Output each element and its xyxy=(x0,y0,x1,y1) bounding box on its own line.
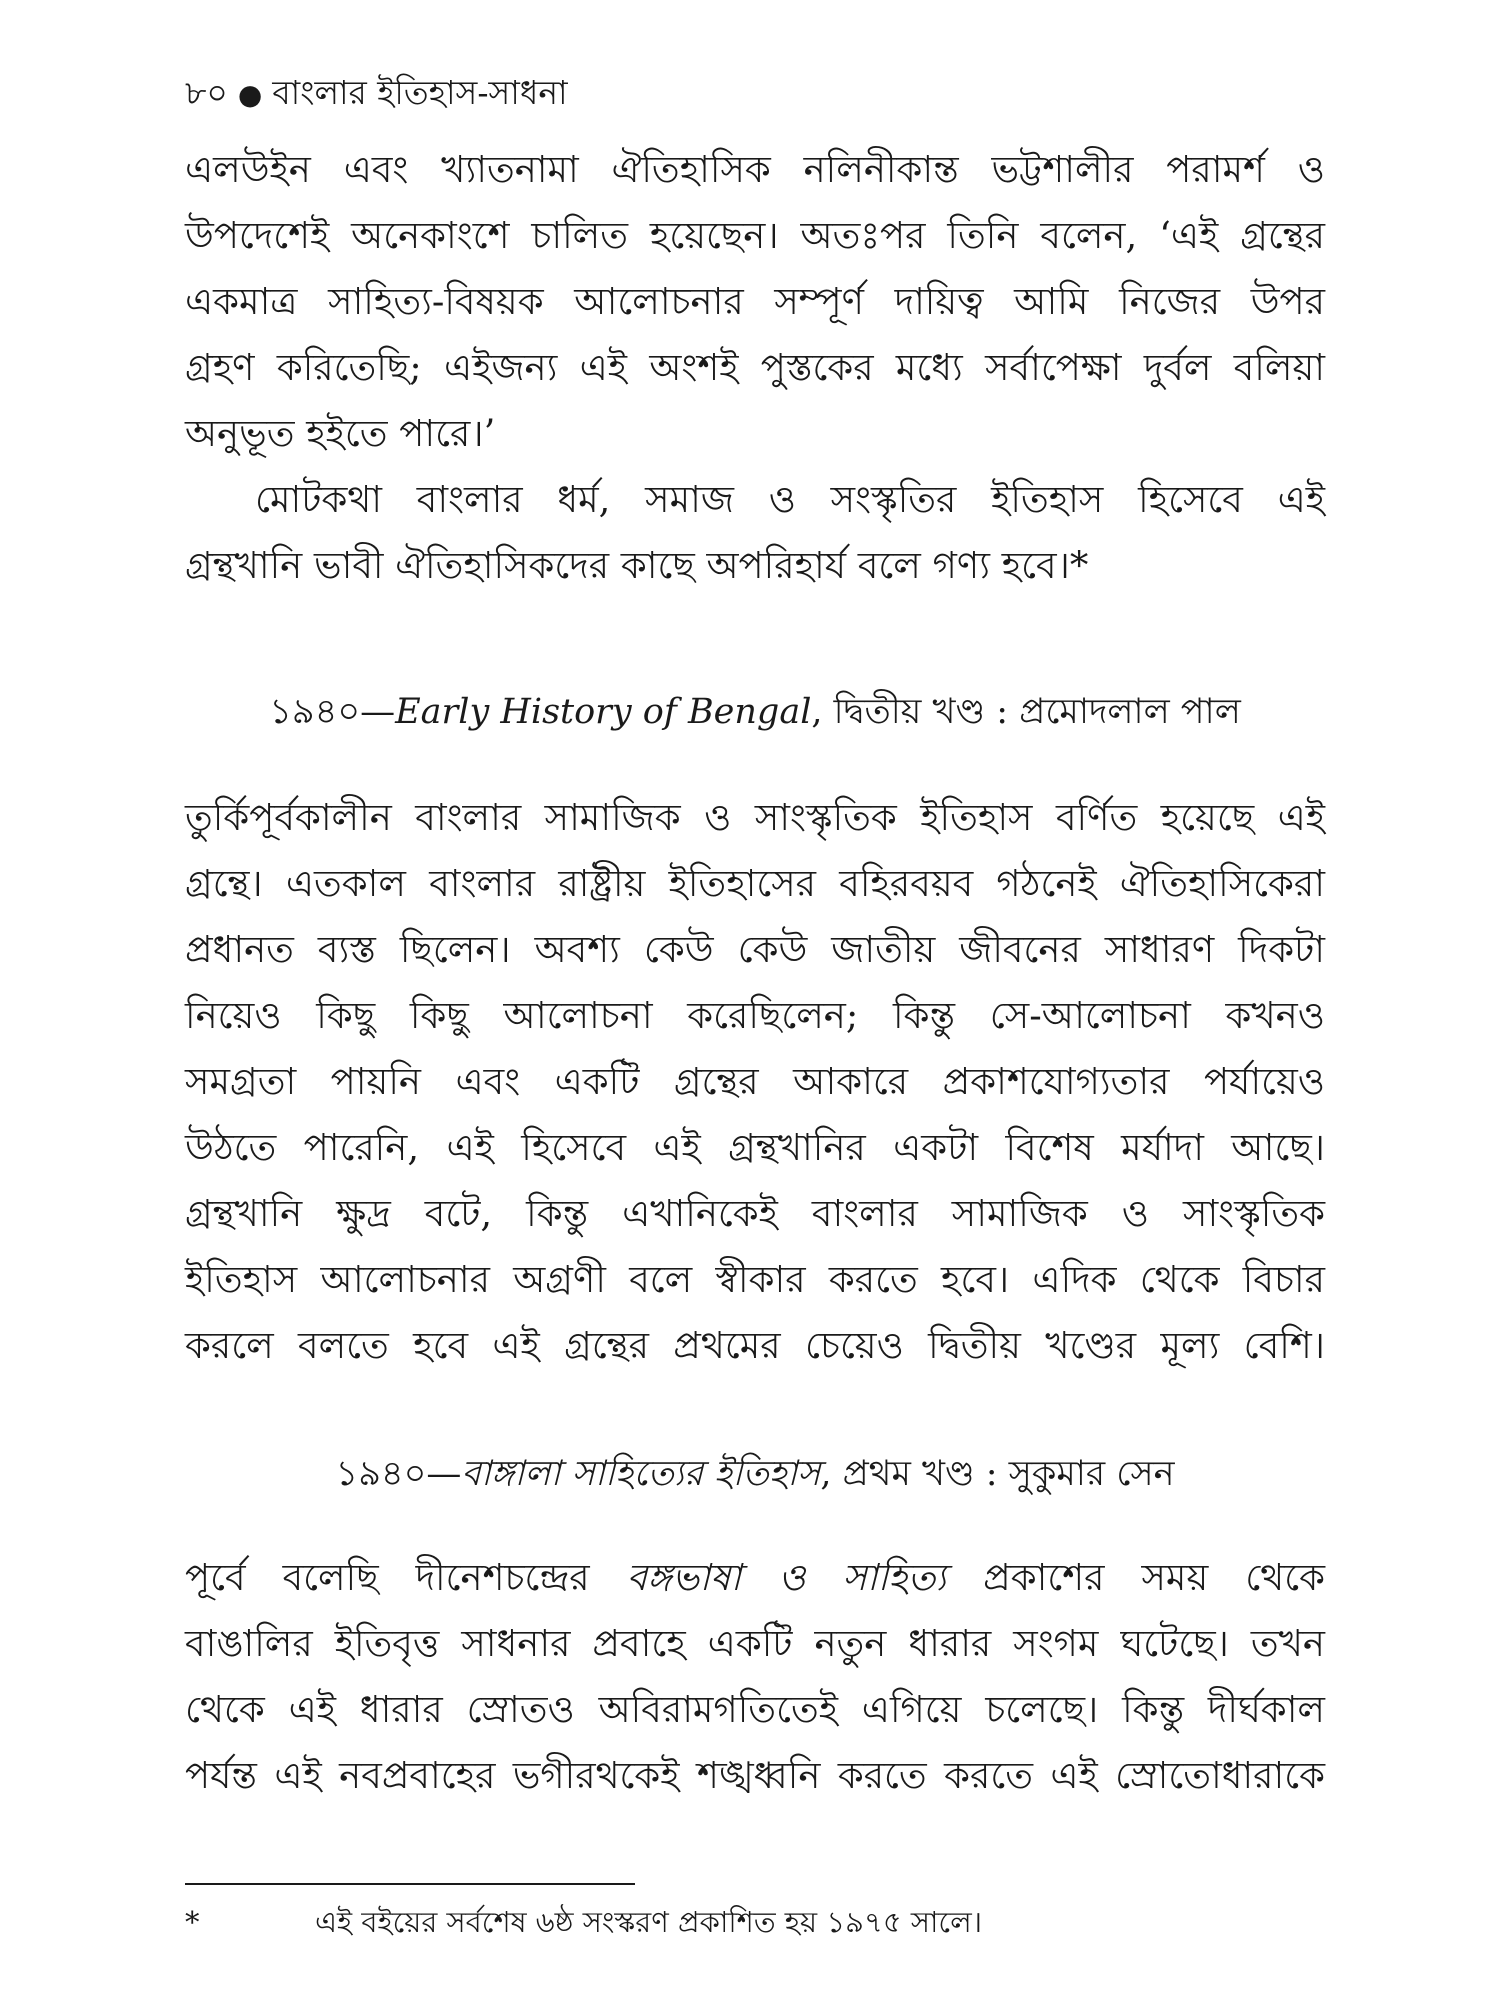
text-line xyxy=(185,1545,1325,1611)
heading-year: ১৯৪০— xyxy=(269,692,396,732)
text-line: বাঙালির ইতিবৃত্ত সাধনার প্রবাহে একটি নতুন ধারার সংগম ঘটেছে। তখন xyxy=(185,1622,1325,1665)
text-line: পর্যন্ত এই নবপ্রবাহের ভগীরথকেই শঙ্খধ্বনি করতে করতে এই স্রোতোধারাকে xyxy=(185,1754,1325,1797)
text-line: উঠতে পারেনি, এই হিসেবে এই গ্রন্থখানির একটা বিশেষ মর্যাদা আছে। xyxy=(185,1126,1325,1169)
text-line: গ্রন্থে। এতকাল বাংলার রাষ্ট্রীয় ইতিহাসের বহিরবয়ব গঠনেই ঐতিহাসিকেরা xyxy=(185,862,1325,905)
text-run: প্রকাশের সময় থেকে xyxy=(946,1556,1325,1599)
section-heading-1 xyxy=(185,688,1325,736)
text-line: মোটকথা বাংলার ধর্ম, সমাজ ও সংস্কৃতির ইতিহাস হিসেবে এই xyxy=(255,478,1325,521)
text-line: করলে বলতে হবে এই গ্রন্থের প্রথমের চেয়েও দ্বিতীয় খণ্ডের মূল্য বেশি। xyxy=(185,1324,1325,1367)
text-line: প্রধানত ব্যস্ত ছিলেন। অবশ্য কেউ কেউ জাতীয় জীবনের সাধারণ দিকটা xyxy=(185,928,1325,971)
text-line: একমাত্র সাহিত্য-বিষয়ক আলোচনার সম্পূর্ণ দায়িত্ব আমি নিজের উপর xyxy=(185,280,1325,323)
paragraph-3 xyxy=(185,785,1325,1379)
text-line: অনুভূত হইতে পারে।’ xyxy=(185,412,496,455)
book-title: বাংলার ইতিহাস-সাধনা xyxy=(272,73,568,112)
italic-book-title: বঙ্গভাষা ও সাহিত্য xyxy=(626,1556,947,1599)
text-line: ইতিহাস আলোচনার অগ্রণী বলে স্বীকার করতে হবে। এদিক থেকে বিচার xyxy=(185,1258,1325,1301)
text-run: পূর্বে বলেছি দীনেশচন্দ্রের xyxy=(185,1556,627,1599)
section-heading-2 xyxy=(185,1450,1325,1498)
text-line: উপদেশেই অনেকাংশে চালিত হয়েছেন। অতঃপর তিনি বলেন, ‘এই গ্রন্থের xyxy=(185,214,1325,257)
text-line: এলউইন এবং খ্যাতনামা ঐতিহাসিক নলিনীকান্ত ভট্টশালীর পরামর্শ ও xyxy=(185,148,1325,191)
text-line: গ্রন্থখানি ভাবী ঐতিহাসিকদের কাছে অপরিহার্য বলে গণ্য হবে।* xyxy=(185,544,1089,587)
footnote-mark: * xyxy=(185,1905,200,1939)
heading-title: বাঙ্গালা সাহিত্যের ইতিহাস xyxy=(461,1454,821,1494)
text-line: তুর্কিপূর্বকালীন বাংলার সামাজিক ও সাংস্কৃতিক ইতিহাস বর্ণিত হয়েছে এই xyxy=(185,796,1325,839)
text-line: গ্রহণ করিতেছি; এইজন্য এই অংশই পুস্তকের মধ্যে সর্বাপেক্ষা দুর্বল বলিয়া xyxy=(185,346,1325,389)
bullet-icon: ● xyxy=(237,78,263,111)
running-head xyxy=(185,70,568,118)
text-line: থেকে এই ধারার স্রোতও অবিরামগতিতেই এগিয়ে চলেছে। কিন্তু দীর্ঘকাল xyxy=(185,1688,1325,1731)
footnote-text: এই বইয়ের সর্বশেষ ৬ষ্ঠ সংস্করণ প্রকাশিত হয় ১৯৭৫ সালে। xyxy=(315,1905,983,1939)
paragraph-4 xyxy=(185,1545,1325,1809)
text-line: গ্রন্থখানি ক্ষুদ্র বটে, কিন্তু এখানিকেই বাংলার সামাজিক ও সাংস্কৃতিক xyxy=(185,1192,1325,1235)
heading-rest: , দ্বিতীয় খণ্ড : প্রমোদলাল পাল xyxy=(811,692,1241,732)
text-line: সমগ্রতা পায়নি এবং একটি গ্রন্থের আকারে প্রকাশযোগ্যতার পর্যায়েও xyxy=(185,1060,1325,1103)
footnote xyxy=(185,1900,1325,1944)
heading-rest: , প্রথম খণ্ড : সুকুমার সেন xyxy=(820,1454,1175,1494)
paragraph-1 xyxy=(185,137,1325,467)
paragraph-2 xyxy=(185,467,1325,599)
text-line: নিয়েও কিছু কিছু আলোচনা করেছিলেন; কিন্তু সে-আলোচনা কখনও xyxy=(185,994,1325,1037)
footnote-divider xyxy=(185,1883,635,1885)
page-number: ৮০ xyxy=(185,73,228,112)
heading-title: Early History of Bengal xyxy=(395,692,812,732)
heading-year: ১৯৪০— xyxy=(335,1454,462,1494)
